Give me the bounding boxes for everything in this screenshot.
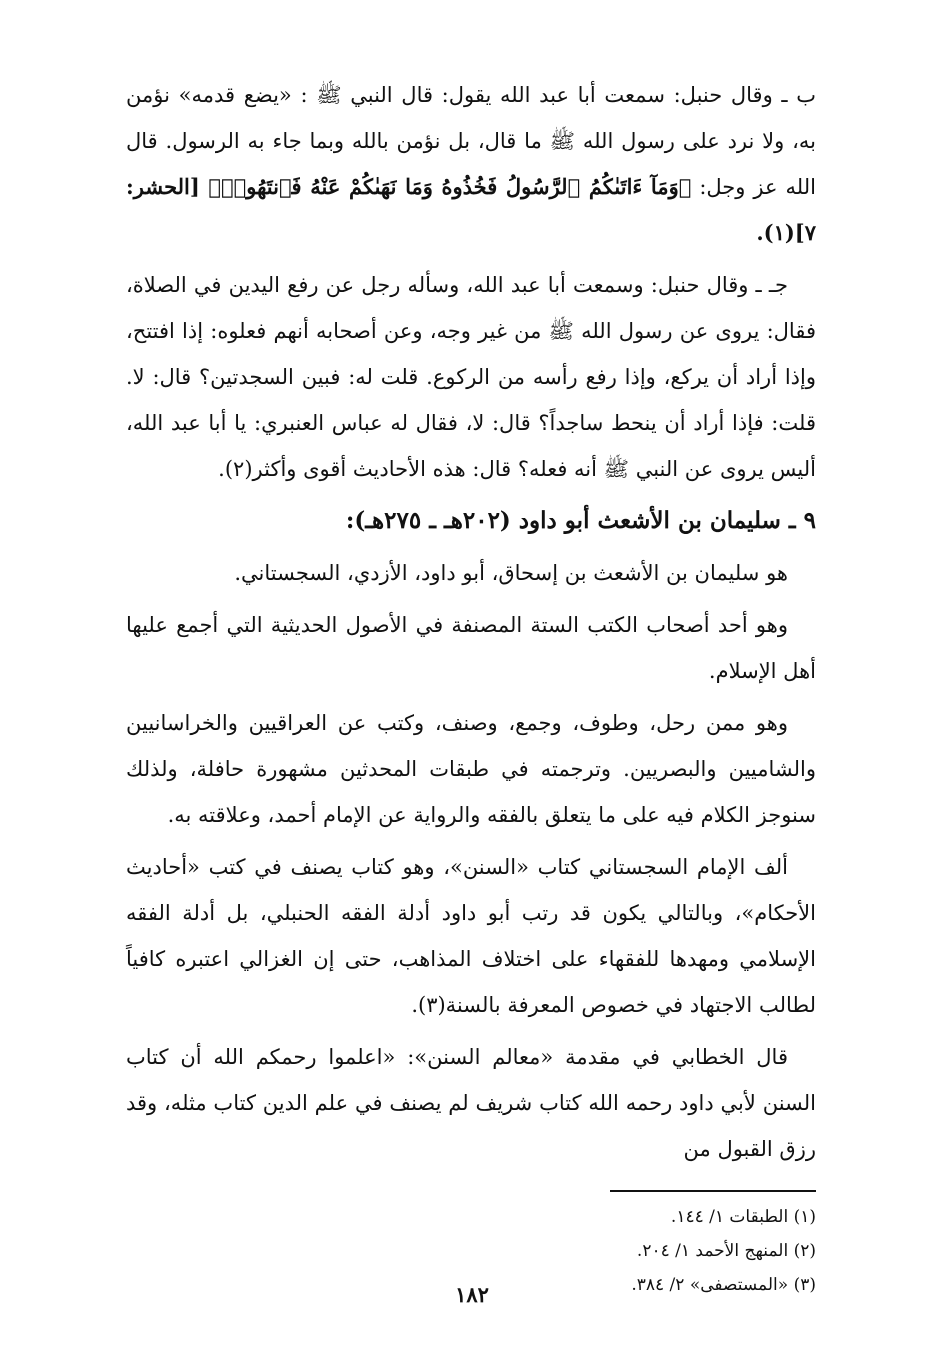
page-number: ١٨٢	[455, 1282, 489, 1307]
quran-verse: ﴿وَمَآ ءَاتَىٰكُمُ ٱلرَّسُولُ فَخُذُوهُ وَمَا نَهَىٰكُمْ عَنْهُ فَٱنتَهُوا۟﴾ [الحشر: ٧](١).	[126, 174, 816, 245]
footnote-3: (٣) «المستصفى» ٢/ ٣٨٤.	[631, 1275, 816, 1295]
footnote-2: (٢) المنهج الأحمد ١/ ٢٠٤.	[636, 1241, 816, 1261]
paragraph-text: ب ـ وقال حنبل: سمعت أبا عبد الله يقول: قال النبي ﷺ : «يضع قدمه» نؤمن به، ولا نرد على رسول الله ﷺ ما قال، بل نؤمن بالله وبما جاء به الرسول. قال الله عز وجل:	[126, 83, 816, 199]
paragraph-raf-al-yadayn: جـ ـ وقال حنبل: وسمعت أبا عبد الله، وسأله رجل عن رفع اليدين في الصلاة، فقال: يروى عن رسول الله ﷺ من غير وجه، وعن أصحابه أنهم فعلوه: إذا افتتح، وإذا أراد أن يركع، وإذا رفع رأسه من الركوع. قلت له: فبين السجدتين؟ قال: لا. قلت: فإذا أراد أن ينحط ساجداً؟ قال: لا، فقال له عباس العنبري: يا أبا عبد الله، أليس يروى عن النبي ﷺ أنه فعله؟ قال: هذه الأحاديث أقوى وأكثر(٢).	[126, 273, 816, 481]
paragraph-rihla: وهو ممن رحل، وطوف، وجمع، وصنف، وكتب عن العراقيين والخراسانيين والشاميين والبصريين. وترجمته في طبقات المحدثين مشهورة حافلة، ولذلك سنوجز الكلام فيه على ما يتعلق بالفقه والرواية عن الإمام أحمد، وعلاقته به.	[126, 711, 816, 827]
paragraph-khattabi: قال الخطابي في مقدمة «معالم السنن»: «اعلموا رحمكم الله أن كتاب السنن لأبي داود رحمه الله كتاب شريف لم يصنف في علم الدين كتاب مثله، وقد رزق القبول من	[126, 1045, 816, 1161]
paragraph-name: هو سليمان بن الأشعث بن إسحاق، أبو داود، الأزدي، السجستاني.	[234, 561, 788, 585]
paragraph-kutub-sitta: وهو أحد أصحاب الكتب الستة المصنفة في الأصول الحديثية التي أجمع عليها أهل الإسلام.	[126, 613, 816, 683]
page-body	[126, 72, 816, 1302]
paragraph-hanbal-qadam	[126, 72, 816, 256]
paragraph-sunan: ألف الإمام السجستاني كتاب «السنن»، وهو كتاب يصنف في كتب «أحاديث الأحكام»، وبالتالي يكون قد رتب أبو داود أدلة الفقه الحنبلي، بل أدلة الفقه الإسلامي ومهدها للفقهاء على اختلاف المذاهب، حتى إن الغزالي اعتبره كافياً لطالب الاجتهاد في خصوص المعرفة بالسنة(٣).	[126, 855, 816, 1017]
footnote-divider	[610, 1190, 816, 1192]
section-heading: ٩ ـ سليمان بن الأشعث أبو داود (٢٠٢هـ ـ ٢٧٥هـ):	[345, 507, 816, 534]
footnote-1: (١) الطبقات ١/ ١٤٤.	[670, 1207, 816, 1227]
